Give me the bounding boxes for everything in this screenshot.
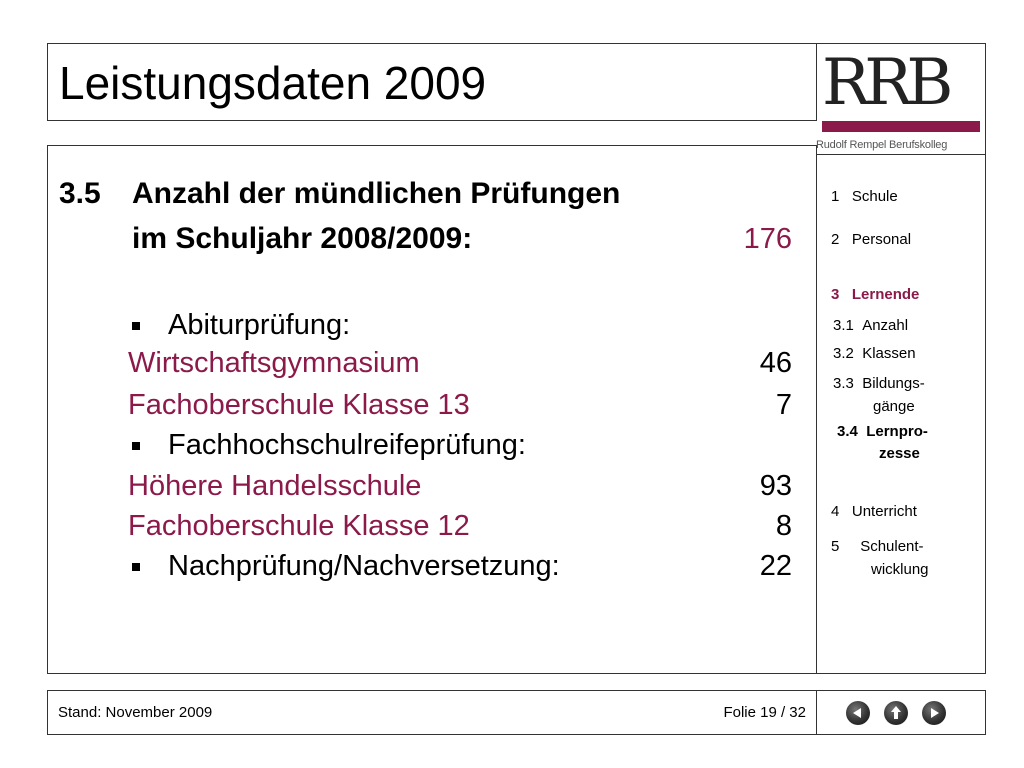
nav-number: 3.4 <box>837 423 858 440</box>
bullet-icon <box>132 563 140 571</box>
list-item-label: Höhere Handelsschule <box>128 470 422 502</box>
sidebar-item-unterricht[interactable] <box>831 503 917 521</box>
list-item-value: 22 <box>759 550 792 582</box>
sidebar <box>816 145 986 674</box>
list-item-label: Wirtschaftsgymnasium <box>128 347 420 379</box>
list-item-label: Fachoberschule Klasse 12 <box>128 510 470 542</box>
nav-number: 3 <box>831 286 840 303</box>
nav-number: 1 <box>831 188 840 205</box>
nav-label: Lernende <box>851 286 920 303</box>
nav-label: Anzahl <box>862 317 909 334</box>
sidebar-item-schulentwicklung-cont: wicklung <box>871 561 929 578</box>
back-button[interactable] <box>846 701 870 725</box>
list-item-value: 46 <box>759 347 792 379</box>
sidebar-item-schule[interactable] <box>831 188 898 206</box>
nav-number: 2 <box>831 231 840 248</box>
heading-line-1: Anzahl der mündlichen Prüfungen <box>132 177 621 210</box>
page-title: Leistungsdaten 2009 <box>59 57 487 109</box>
nav-number: 3.2 <box>833 345 854 362</box>
heading-line-2: im Schuljahr 2008/2009: <box>132 222 473 255</box>
home-button[interactable] <box>884 701 908 725</box>
back-icon <box>846 701 870 725</box>
footer <box>47 690 986 735</box>
content-panel <box>47 145 817 674</box>
nav-label: Schule <box>851 188 898 205</box>
nav-number: 4 <box>831 503 840 520</box>
bullet-icon <box>132 442 140 450</box>
nav-label: Personal <box>851 231 912 248</box>
total-value: 176 <box>743 223 792 255</box>
sidebar-item-lernprozesse[interactable] <box>837 423 928 441</box>
forward-icon <box>922 701 946 725</box>
sidebar-item-schulentwicklung[interactable] <box>831 538 924 556</box>
nav-label: Klassen <box>862 345 916 362</box>
nav-label: Unterricht <box>851 503 917 520</box>
forward-button[interactable] <box>922 701 946 725</box>
title-box <box>47 43 817 121</box>
sidebar-item-bildungsgaenge[interactable] <box>833 375 925 393</box>
sidebar-item-klassen[interactable] <box>833 345 916 363</box>
list-item-value: 7 <box>775 389 792 421</box>
list-item-value: 8 <box>775 510 792 542</box>
logo <box>816 43 986 155</box>
sidebar-item-personal[interactable] <box>831 231 911 249</box>
footer-status: Stand: November 2009 <box>58 704 213 721</box>
nav-label: Lernpro- <box>866 423 928 440</box>
slide-counter: Folie 19 / 32 <box>723 704 806 721</box>
list-item-label: Abiturprüfung: <box>168 309 351 341</box>
list-item-value: 93 <box>759 470 792 502</box>
sidebar-item-anzahl[interactable] <box>833 317 908 335</box>
footer-divider <box>816 691 817 734</box>
nav-number: 5 <box>831 538 840 555</box>
section-number: 3.5 <box>59 177 101 210</box>
nav-label: Bildungs- <box>862 375 925 392</box>
list-item-label: Fachoberschule Klasse 13 <box>128 389 470 421</box>
nav-number: 3.1 <box>833 317 854 334</box>
bullet-icon <box>132 322 140 330</box>
sidebar-item-lernprozesse-cont: zesse <box>879 445 920 462</box>
nav-number: 3.3 <box>833 375 854 392</box>
logo-bar <box>822 121 980 132</box>
sidebar-item-lernende[interactable] <box>831 286 919 304</box>
logo-letters: RRB <box>822 46 948 120</box>
list-item-label: Fachhochschulreifeprüfung: <box>168 429 526 461</box>
logo-subtitle: Rudolf Rempel Berufskolleg <box>816 139 948 151</box>
home-icon <box>884 701 908 725</box>
nav-label: Schulent- <box>860 538 924 555</box>
sidebar-item-bildungsgaenge-cont: gänge <box>873 398 915 415</box>
list-item-label: Nachprüfung/Nachversetzung: <box>168 550 560 582</box>
